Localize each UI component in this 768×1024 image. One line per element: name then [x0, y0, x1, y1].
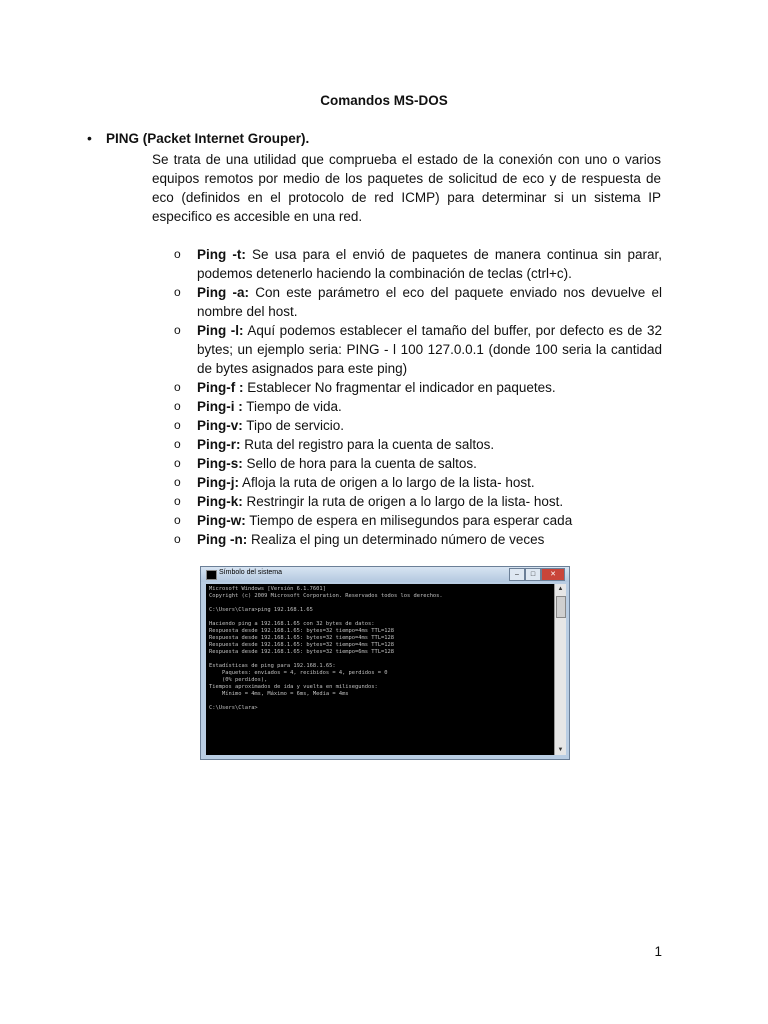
option-text: [197, 511, 662, 530]
option-text: [197, 473, 662, 492]
console-scrollbar[interactable]: [554, 584, 566, 755]
option-name: Ping -l:: [197, 323, 244, 338]
console-output[interactable]: [206, 584, 555, 755]
option-name: Ping-s:: [197, 456, 243, 471]
circle-bullet-icon: o: [174, 456, 181, 470]
option-description: Con este parámetro el eco del paquete enviado nos devuelve el nombre del host.: [197, 285, 662, 319]
circle-bullet-icon: o: [174, 437, 181, 451]
option-text: [197, 283, 662, 321]
option-item: [174, 492, 662, 511]
option-text: [197, 378, 662, 397]
scroll-down-icon[interactable]: ▼: [557, 747, 564, 753]
option-name: Ping-w:: [197, 513, 246, 528]
option-item: [174, 473, 662, 492]
option-item: [174, 378, 662, 397]
console-app-icon: [206, 570, 217, 580]
page-title: Comandos MS-DOS: [320, 93, 448, 108]
option-name: Ping-k:: [197, 494, 243, 509]
option-description: Realiza el ping un determinado número de veces: [247, 532, 545, 547]
option-name: Ping-j:: [197, 475, 239, 490]
option-name: Ping -a:: [197, 285, 249, 300]
option-text: [197, 435, 662, 454]
option-description: Tiempo de espera en milisegundos para esperar cada: [245, 513, 573, 528]
option-description: Afloja la ruta de origen a lo largo de la lista- host.: [239, 475, 535, 490]
option-item: [174, 283, 662, 321]
option-name: Ping-v:: [197, 418, 243, 433]
option-text: [197, 397, 662, 416]
option-name: Ping-r:: [197, 437, 241, 452]
scroll-up-icon[interactable]: ▲: [557, 586, 564, 592]
option-name: Ping -t:: [197, 247, 246, 262]
circle-bullet-icon: o: [174, 399, 181, 413]
option-item: [174, 511, 662, 530]
console-titlebar: [201, 567, 569, 582]
circle-bullet-icon: o: [174, 513, 181, 527]
option-description: Establecer No fragmentar el indicador en paquetes.: [243, 380, 556, 395]
option-item: [174, 454, 662, 473]
option-description: Tiempo de vida.: [242, 399, 342, 414]
option-description: Tipo de servicio.: [242, 418, 345, 433]
circle-bullet-icon: o: [174, 247, 181, 261]
scroll-thumb[interactable]: [556, 596, 566, 618]
option-item: [174, 530, 662, 549]
option-item: [174, 416, 662, 435]
option-description: Restringir la ruta de origen a lo largo de la lista- host.: [242, 494, 564, 509]
ping-description: Se trata de una utilidad que comprueba el estado de la conexión con uno o varios equipos remotos por medio de los paquetes de solicitud de eco y de respuesta de eco (definidos en el protocolo de red ICMP) para determinar si un sistema IP especifico es accesible en una red.: [152, 152, 661, 224]
option-description: Aquí podemos establecer el tamaño del buffer, por defecto es de 32 bytes; un ejemplo seria: PING - l 100 127.0.0.1 (donde 100 seria la cantidad de bytes asignados para este ping): [197, 323, 662, 376]
option-item: [174, 245, 662, 283]
minimize-icon[interactable]: –: [509, 568, 525, 581]
option-text: [197, 321, 662, 378]
option-description: Sello de hora para la cuenta de saltos.: [242, 456, 477, 471]
option-text: [197, 492, 662, 511]
console-window: [200, 566, 570, 760]
option-name: Ping-f :: [197, 380, 244, 395]
circle-bullet-icon: o: [174, 323, 181, 337]
console-window-title: Símbolo del sistema: [219, 569, 283, 576]
option-text: [197, 530, 662, 549]
option-text: [197, 416, 662, 435]
circle-bullet-icon: o: [174, 532, 181, 546]
close-icon[interactable]: ✕: [541, 568, 565, 581]
circle-bullet-icon: o: [174, 475, 181, 489]
circle-bullet-icon: o: [174, 380, 181, 394]
option-name: Ping-i :: [197, 399, 243, 414]
option-text: [197, 245, 662, 283]
option-item: [174, 435, 662, 454]
option-description: Se usa para el envió de paquetes de manera continua sin parar, podemos detenerlo haciendo la combinación de teclas (ctrl+c).: [197, 247, 662, 281]
option-text: [197, 454, 662, 473]
circle-bullet-icon: o: [174, 285, 181, 299]
circle-bullet-icon: o: [174, 418, 181, 432]
option-item: [174, 397, 662, 416]
bullet-dot-icon: •: [87, 130, 92, 146]
option-item: [174, 321, 662, 378]
ping-heading: PING (Packet Internet Grouper).: [106, 131, 310, 146]
circle-bullet-icon: o: [174, 494, 181, 508]
page-number: 1: [654, 944, 662, 959]
maximize-icon[interactable]: □: [525, 568, 541, 581]
console-text: Microsoft Windows [Versión 6.1.7601] Copyright (c) 2009 Microsoft Corporation. Reservados todos los derechos. C:\Users\Clara>ping 192.168.1.65 Haciendo ping a 192.168.1.65 con 32 bytes de datos: Respuesta desde 192.168.1.65: bytes=32 tiempo=4ms TTL=128 Respuesta desde 192.168.1.65: bytes=32 tiempo=4ms TTL=128 Respuesta desde 192.168.1.65: bytes=32 tiempo=4ms TTL=128 Respuesta desde 192.168.1.65: bytes=32 tiempo=6ms TTL=128 Estadísticas de ping para 192.168.1.65: Paquetes: enviados = 4, recibidos = 4, perdidos = 0 (0% perdidos), Tiempos aproximados de ida y vuelta en milisegundos: Mínimo = 4ms, Máximo = 6ms, Media = 4ms C:\Users\Clara>: [209, 586, 443, 711]
option-name: Ping -n:: [197, 532, 248, 547]
option-description: Ruta del registro para la cuenta de saltos.: [240, 437, 495, 452]
